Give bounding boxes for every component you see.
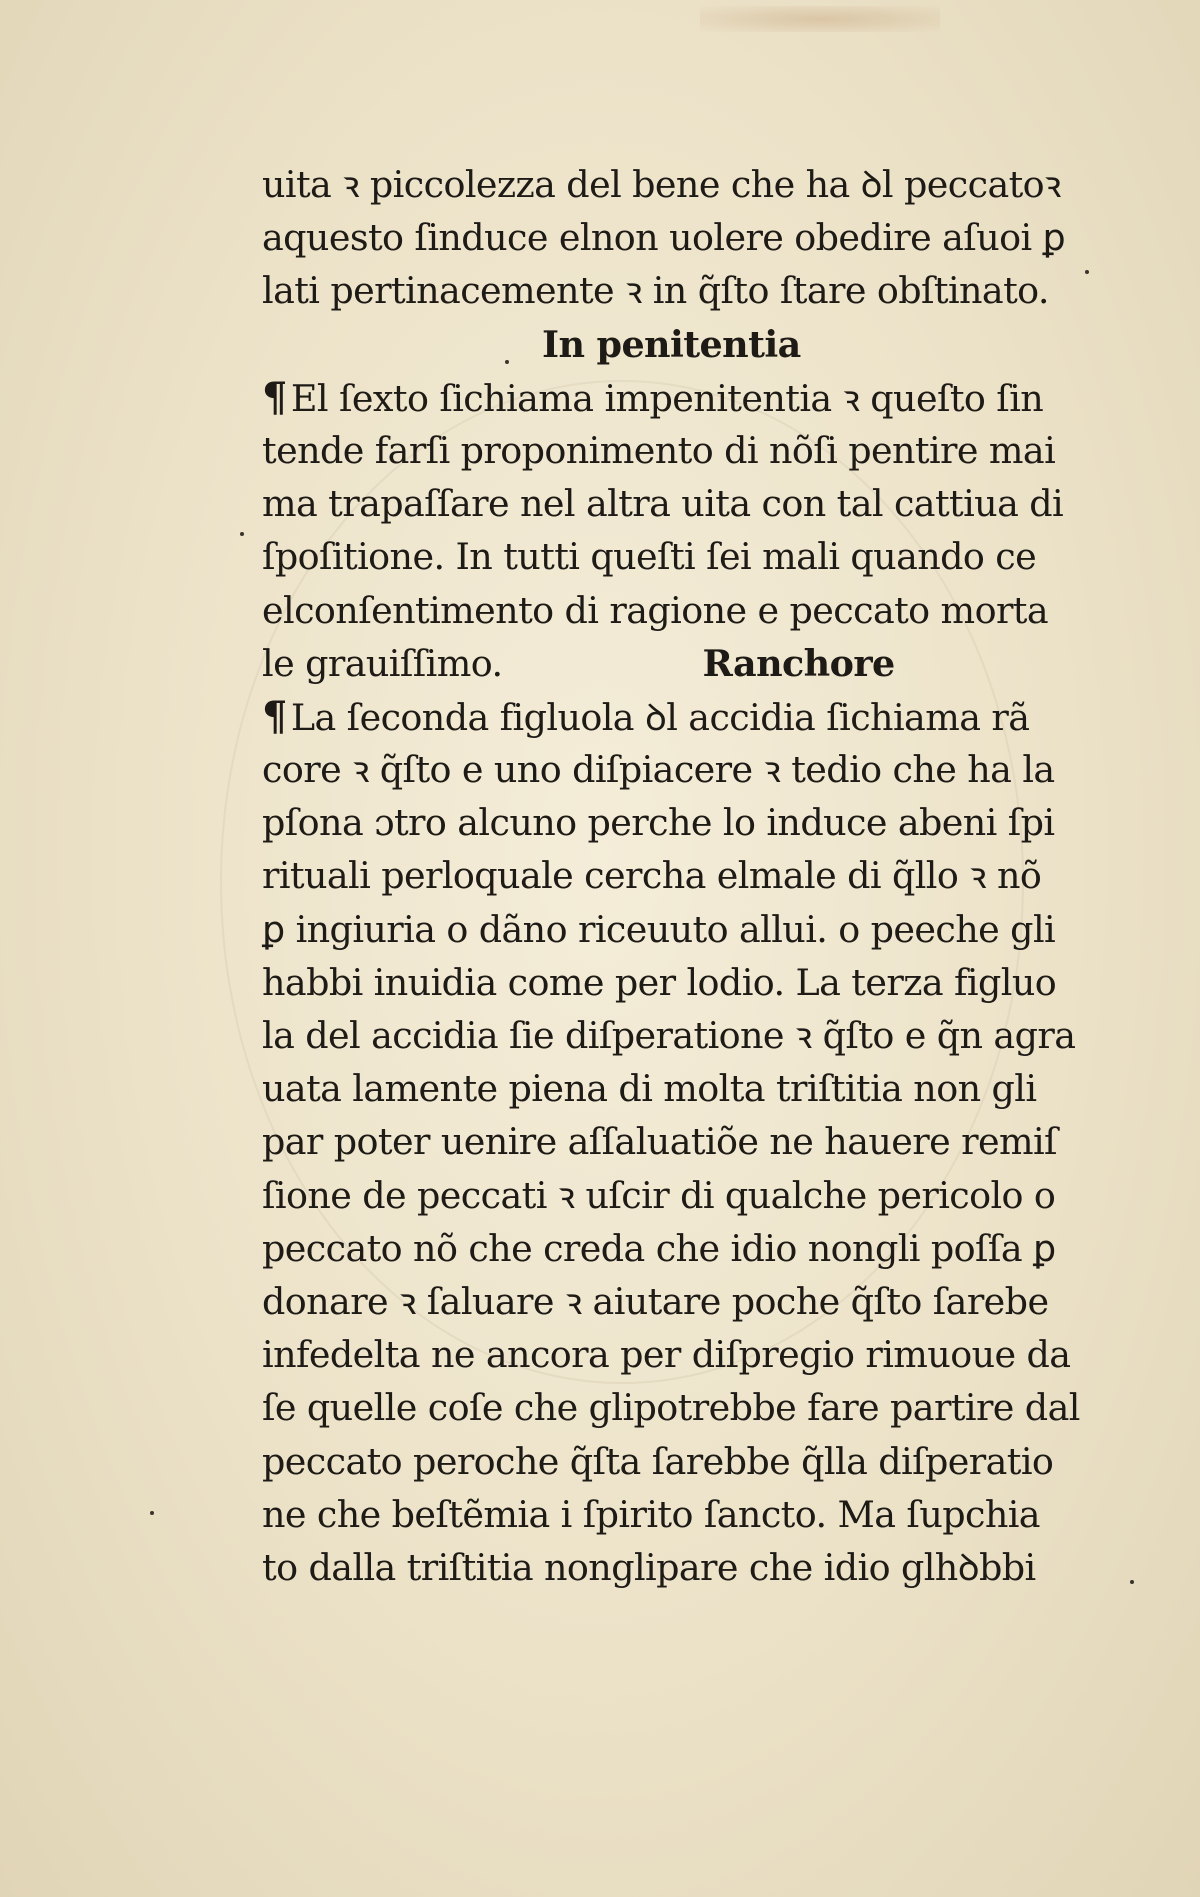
text-line: ne che beſtẽmia i ſpirito ſancto. Ma ſupchia xyxy=(262,1492,1040,1536)
text-line: peccato nõ che creda che idio nongli poſſa ꝑ xyxy=(262,1226,1056,1270)
text-line: peccato peroche q̃ſta ſarebbe q̃lla diſperatio xyxy=(262,1439,1054,1483)
section-heading: Ranchore xyxy=(702,641,895,685)
text-line: ſe quelle coſe che glipotrebbe fare partire dal xyxy=(262,1386,1080,1430)
text-line: ꝑ ingiuria o dãno riceuuto allui. o peeche gli xyxy=(262,907,1056,951)
section-heading: In penitentia xyxy=(542,322,801,366)
text-line: la del accidia ſie diſperatione ꝛ q̃ſto e q̃n agra xyxy=(262,1014,1076,1057)
text-line: to dalla triſtitia nonglipare che idio glhꝺbbi xyxy=(262,1545,1036,1589)
paragraph-start-line xyxy=(262,690,1092,743)
pilcrow-mark: ¶ xyxy=(262,692,287,740)
text-line: ma trapaſſare nel altra uita con tal cattiua di xyxy=(262,482,1064,526)
text-line: pſona ɔtro alcuno perche lo induce abeni ſpi xyxy=(262,801,1055,845)
paragraph-start-line xyxy=(262,371,1092,424)
text-line: ſione de peccati ꝛ uſcir di qualche pericolo o xyxy=(262,1173,1056,1217)
text-line: donare ꝛ ſaluare ꝛ aiutare poche q̃ſto ſarebe xyxy=(262,1279,1049,1323)
text-line: uata lamente piena di molta triſtitia non gli xyxy=(262,1067,1037,1111)
text-line: par poter uenire aſſaluatiõe ne hauere remiſ xyxy=(262,1120,1057,1164)
text-line: aquesto ſinduce elnon uolere obedire aſuoi ꝑ xyxy=(262,216,1066,260)
paper-stain xyxy=(700,6,940,32)
text-line: rituali perloquale cercha elmale di q̃llo ꝛ nõ xyxy=(262,854,1042,898)
text-line: ſpoſitione. In tutti queſti ſei mali quando ce xyxy=(262,535,1037,579)
text-line: tende farſi proponimento di nõſi pentire mai xyxy=(262,428,1056,472)
text-line: le grauiſſimo. xyxy=(262,641,503,685)
ink-speck xyxy=(1130,1580,1134,1584)
main-text-column xyxy=(262,158,1092,1594)
text-line: lati pertinacemente ꝛ in q̃ſto ſtare obſtinato. xyxy=(262,269,1049,313)
ink-speck xyxy=(240,532,244,536)
text-line: core ꝛ q̃ſto e uno diſpiacere ꝛ tedio che ha la xyxy=(262,748,1055,792)
text-line: uita ꝛ piccolezza del bene che ha ꝺl peccatoꝛ xyxy=(262,163,1061,206)
text-line: El ſexto ſichiama impenitentia ꝛ queſto ſin xyxy=(290,376,1044,420)
text-line: infedelta ne ancora per diſpregio rimuoue da xyxy=(262,1333,1071,1377)
text-line: La ſeconda figluola ꝺl accidia ſichiama rã xyxy=(290,695,1030,739)
text-line: elconſentimento di ragione e peccato morta xyxy=(262,588,1049,632)
ink-speck xyxy=(150,1511,154,1515)
text-line-with-heading xyxy=(262,637,1092,690)
text-line: habbi inuidia come per lodio. La terza figluo xyxy=(262,960,1057,1004)
pilcrow-mark: ¶ xyxy=(262,373,287,421)
